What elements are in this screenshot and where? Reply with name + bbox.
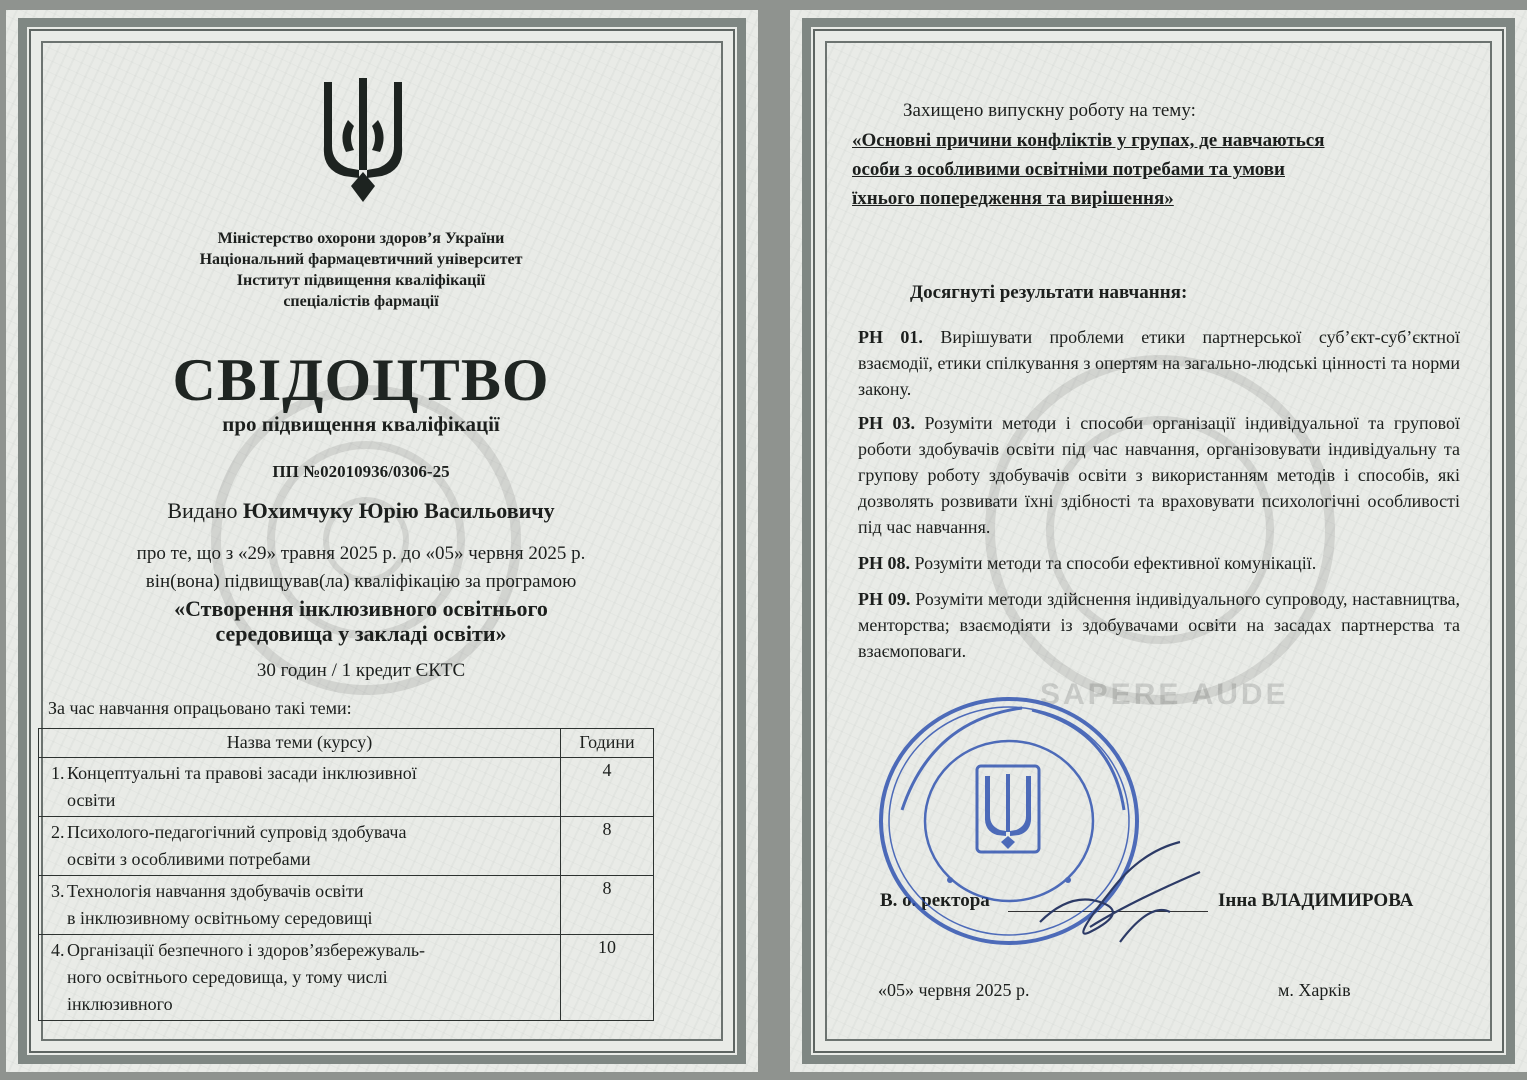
learning-result-item (858, 410, 1460, 540)
learning-result-item (858, 586, 1460, 664)
topic-text: Технологія навчання здобувачів освіти (67, 881, 364, 901)
topic-text: освіти з особливими потребами (67, 849, 311, 869)
table-row (39, 935, 654, 1021)
topics-intro: За час навчання опрацьовано такі теми: (48, 698, 352, 718)
row-number: 3. (51, 881, 65, 901)
signer-name: Інна ВЛАДИМИРОВА (1218, 890, 1414, 911)
topic-text: Організації безпечного і здоров’язбережуваль- (67, 940, 426, 960)
results-heading: Досягнуті результати навчання: (910, 282, 1188, 303)
topics-table (38, 728, 654, 1021)
topic-text: в інклюзивному освітньому середовищі (67, 908, 373, 928)
result-code: РН 08. (858, 553, 910, 573)
hours-cell: 8 (561, 876, 654, 935)
issuing-organization (106, 228, 616, 312)
training-period (56, 540, 666, 596)
result-code: РН 09. (858, 589, 911, 609)
header-topic: Назва теми (курсу) (39, 729, 561, 758)
dates-line: він(вона) підвищував(ла) кваліфікацію за програмою (145, 571, 577, 592)
org-line: Міністерство охорони здоров’я України (217, 230, 505, 247)
certificate-front-page (6, 10, 758, 1072)
result-text: Вирішувати проблеми етики партнерської суб’єкт-суб’єктної взаємодії, етики спілкування з опертям на загально-людські цінності та норми закону. (858, 327, 1460, 399)
hours-cell: 8 (561, 817, 654, 876)
result-code: РН 03. (858, 413, 916, 433)
watermark-motto: SAPERE AUDE (1040, 678, 1289, 711)
result-code: РН 01. (858, 327, 923, 347)
header-hours: Години (561, 729, 654, 758)
learning-result-item (858, 324, 1460, 402)
program-name (86, 596, 636, 646)
program-volume: 30 годин / 1 кредит ЄКТС (256, 660, 466, 681)
certificate-title: СВІДОЦТВО (172, 347, 550, 413)
certificate-subtitle: про підвищення кваліфікації (222, 412, 500, 436)
certificate-number: ПП №02010936/0306-25 (272, 462, 450, 481)
row-number: 4. (51, 940, 65, 960)
result-text: Розуміти методи здійснення індивідуального супроводу, наставництва, менторства; взаємодіяти із здобувачами освіти на засадах партнерства та взаємоповаги. (858, 589, 1461, 661)
topic-cell (39, 758, 561, 817)
org-line: Національний фармацевтичний університет (199, 251, 523, 268)
table-row (39, 817, 654, 876)
topic-text: освіти (67, 790, 116, 810)
topic-text: Концептуальні та правові засади інклюзивної (67, 763, 417, 783)
dates-line: про те, що з «29» травня 2025 р. до «05» червня 2025 р. (136, 543, 586, 564)
handwritten-signature-icon (1030, 832, 1210, 952)
topic-text: ного освітнього середовища, у тому числі (67, 967, 388, 987)
issue-city: м. Харків (1278, 980, 1351, 1000)
topic-cell (39, 935, 561, 1021)
result-text: Розуміти методи та способи ефективної комунікації. (914, 553, 1317, 573)
recipient-name: Юхимчуку Юрію Васильовичу (243, 498, 555, 523)
issue-date: «05» червня 2025 р. (878, 980, 1030, 1000)
table-row (39, 758, 654, 817)
program-line: «Створення інклюзивного освітнього (174, 596, 548, 621)
hours-cell: 4 (561, 758, 654, 817)
thesis-line: їхнього попередження та вирішення» (852, 188, 1174, 209)
result-text: Розуміти методи і способи організації індивідуальної та групової роботи здобувачів освіти під час навчання, організовувати індивідуальну та групову роботу здобувачів освіти з використанням методів і способів, які дозволять розвивати їхні здібності та враховувати психологічні особливості під час навчання. (858, 413, 1460, 537)
table-header-row (39, 729, 654, 758)
topic-cell (39, 876, 561, 935)
issued-to (66, 498, 656, 524)
org-line: Інститут підвищення кваліфікації (236, 272, 486, 289)
row-number: 1. (51, 763, 65, 783)
row-number: 2. (51, 822, 65, 842)
thesis-line: особи з особливими освітніми потребами та умови (852, 159, 1285, 180)
issued-prefix: Видано (167, 498, 238, 523)
program-line: середовища у закладі освіти» (215, 621, 507, 646)
table-row (39, 876, 654, 935)
thesis-line: «Основні причини конфліктів у групах, де навчаються (852, 130, 1325, 151)
thesis-intro: Захищено випускну роботу на тему: (903, 100, 1196, 121)
hours-cell: 10 (561, 935, 654, 1021)
thesis-title (852, 126, 1472, 213)
coat-of-arms-trident-icon (318, 76, 408, 204)
topic-text: Психолого-педагогічний супровід здобувача (67, 822, 407, 842)
org-line: спеціалістів фармації (283, 293, 439, 310)
topic-text: інклюзивного (67, 994, 173, 1014)
learning-result-item (858, 550, 1460, 576)
signer-role: В. о. ректора (880, 890, 990, 911)
topic-cell (39, 817, 561, 876)
